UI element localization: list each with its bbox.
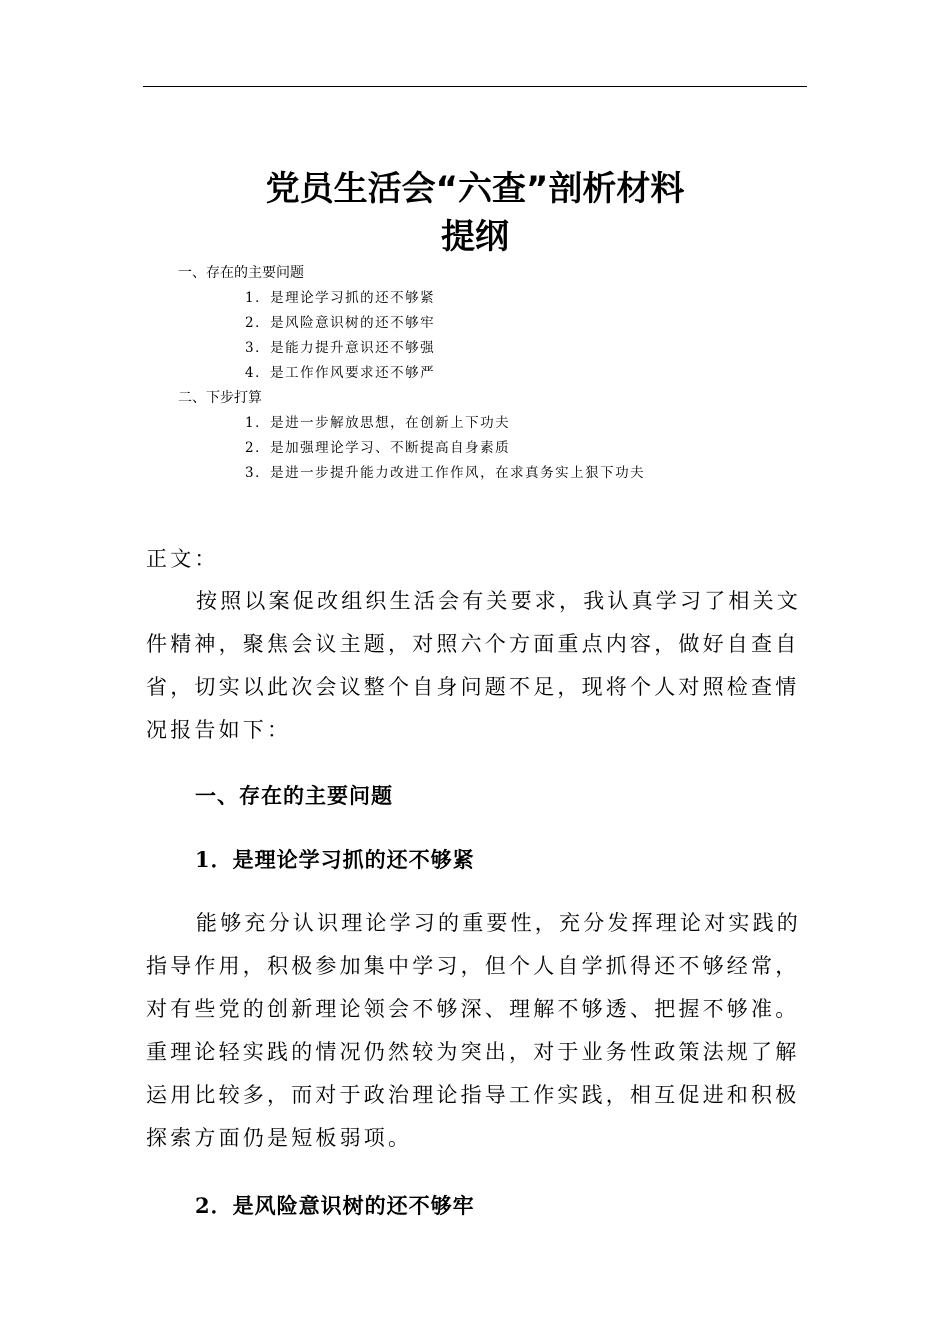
section-heading: 一、存在的主要问题 (195, 784, 393, 808)
document-title: 党员生活会“六查”剖析材料 (265, 169, 685, 209)
header-rule (143, 86, 807, 87)
outline-item: 2．是风险意识树的还不够牢 (245, 315, 436, 331)
outline-item: 1．是进一步解放思想，在创新上下功夫 (245, 415, 511, 431)
outline-item: 4．是工作作风要求还不够严 (245, 365, 436, 381)
outline-item: 3．是进一步提升能力改进工作作风，在求真务实上狠下功夫 (245, 465, 646, 481)
body-paragraph: 能够充分认识理论学习的重要性，充分发挥理论对实践的指导作用，积极参加集中学习，但个人自学抓得还不够经常，对有些党的创新理论领会不够深、理解不够透、把握不够准。重理论轻实践的情况仍然较为突出，对于业务性政策法规了解运用比较多，而对于政治理论指导工作实践，相互促进和积极探索方面仍是短板弱项。 (146, 911, 801, 1150)
outline-section-2: 二、下步打算 (178, 390, 262, 406)
subsection-heading: 2．是风险意识树的还不够牢 (195, 1193, 475, 1218)
outline-section-1: 一、存在的主要问题 (178, 265, 304, 281)
document-title-line2: 提纲 (441, 217, 509, 257)
outline-item: 2．是加强理论学习、不断提高自身素质 (245, 440, 511, 456)
subsection-heading: 1．是理论学习抓的还不够紧 (195, 847, 475, 872)
outline-item: 3．是能力提升意识还不够强 (245, 340, 436, 356)
body-label: 正文： (146, 547, 219, 571)
outline-item: 1．是理论学习抓的还不够紧 (245, 290, 436, 306)
intro-paragraph: 按照以案促改组织生活会有关要求，我认真学习了相关文件精神，聚焦会议主题，对照六个方面重点内容，做好自查自省，切实以此次会议整个自身问题不足，现将个人对照检查情况报告如下： (146, 589, 801, 742)
